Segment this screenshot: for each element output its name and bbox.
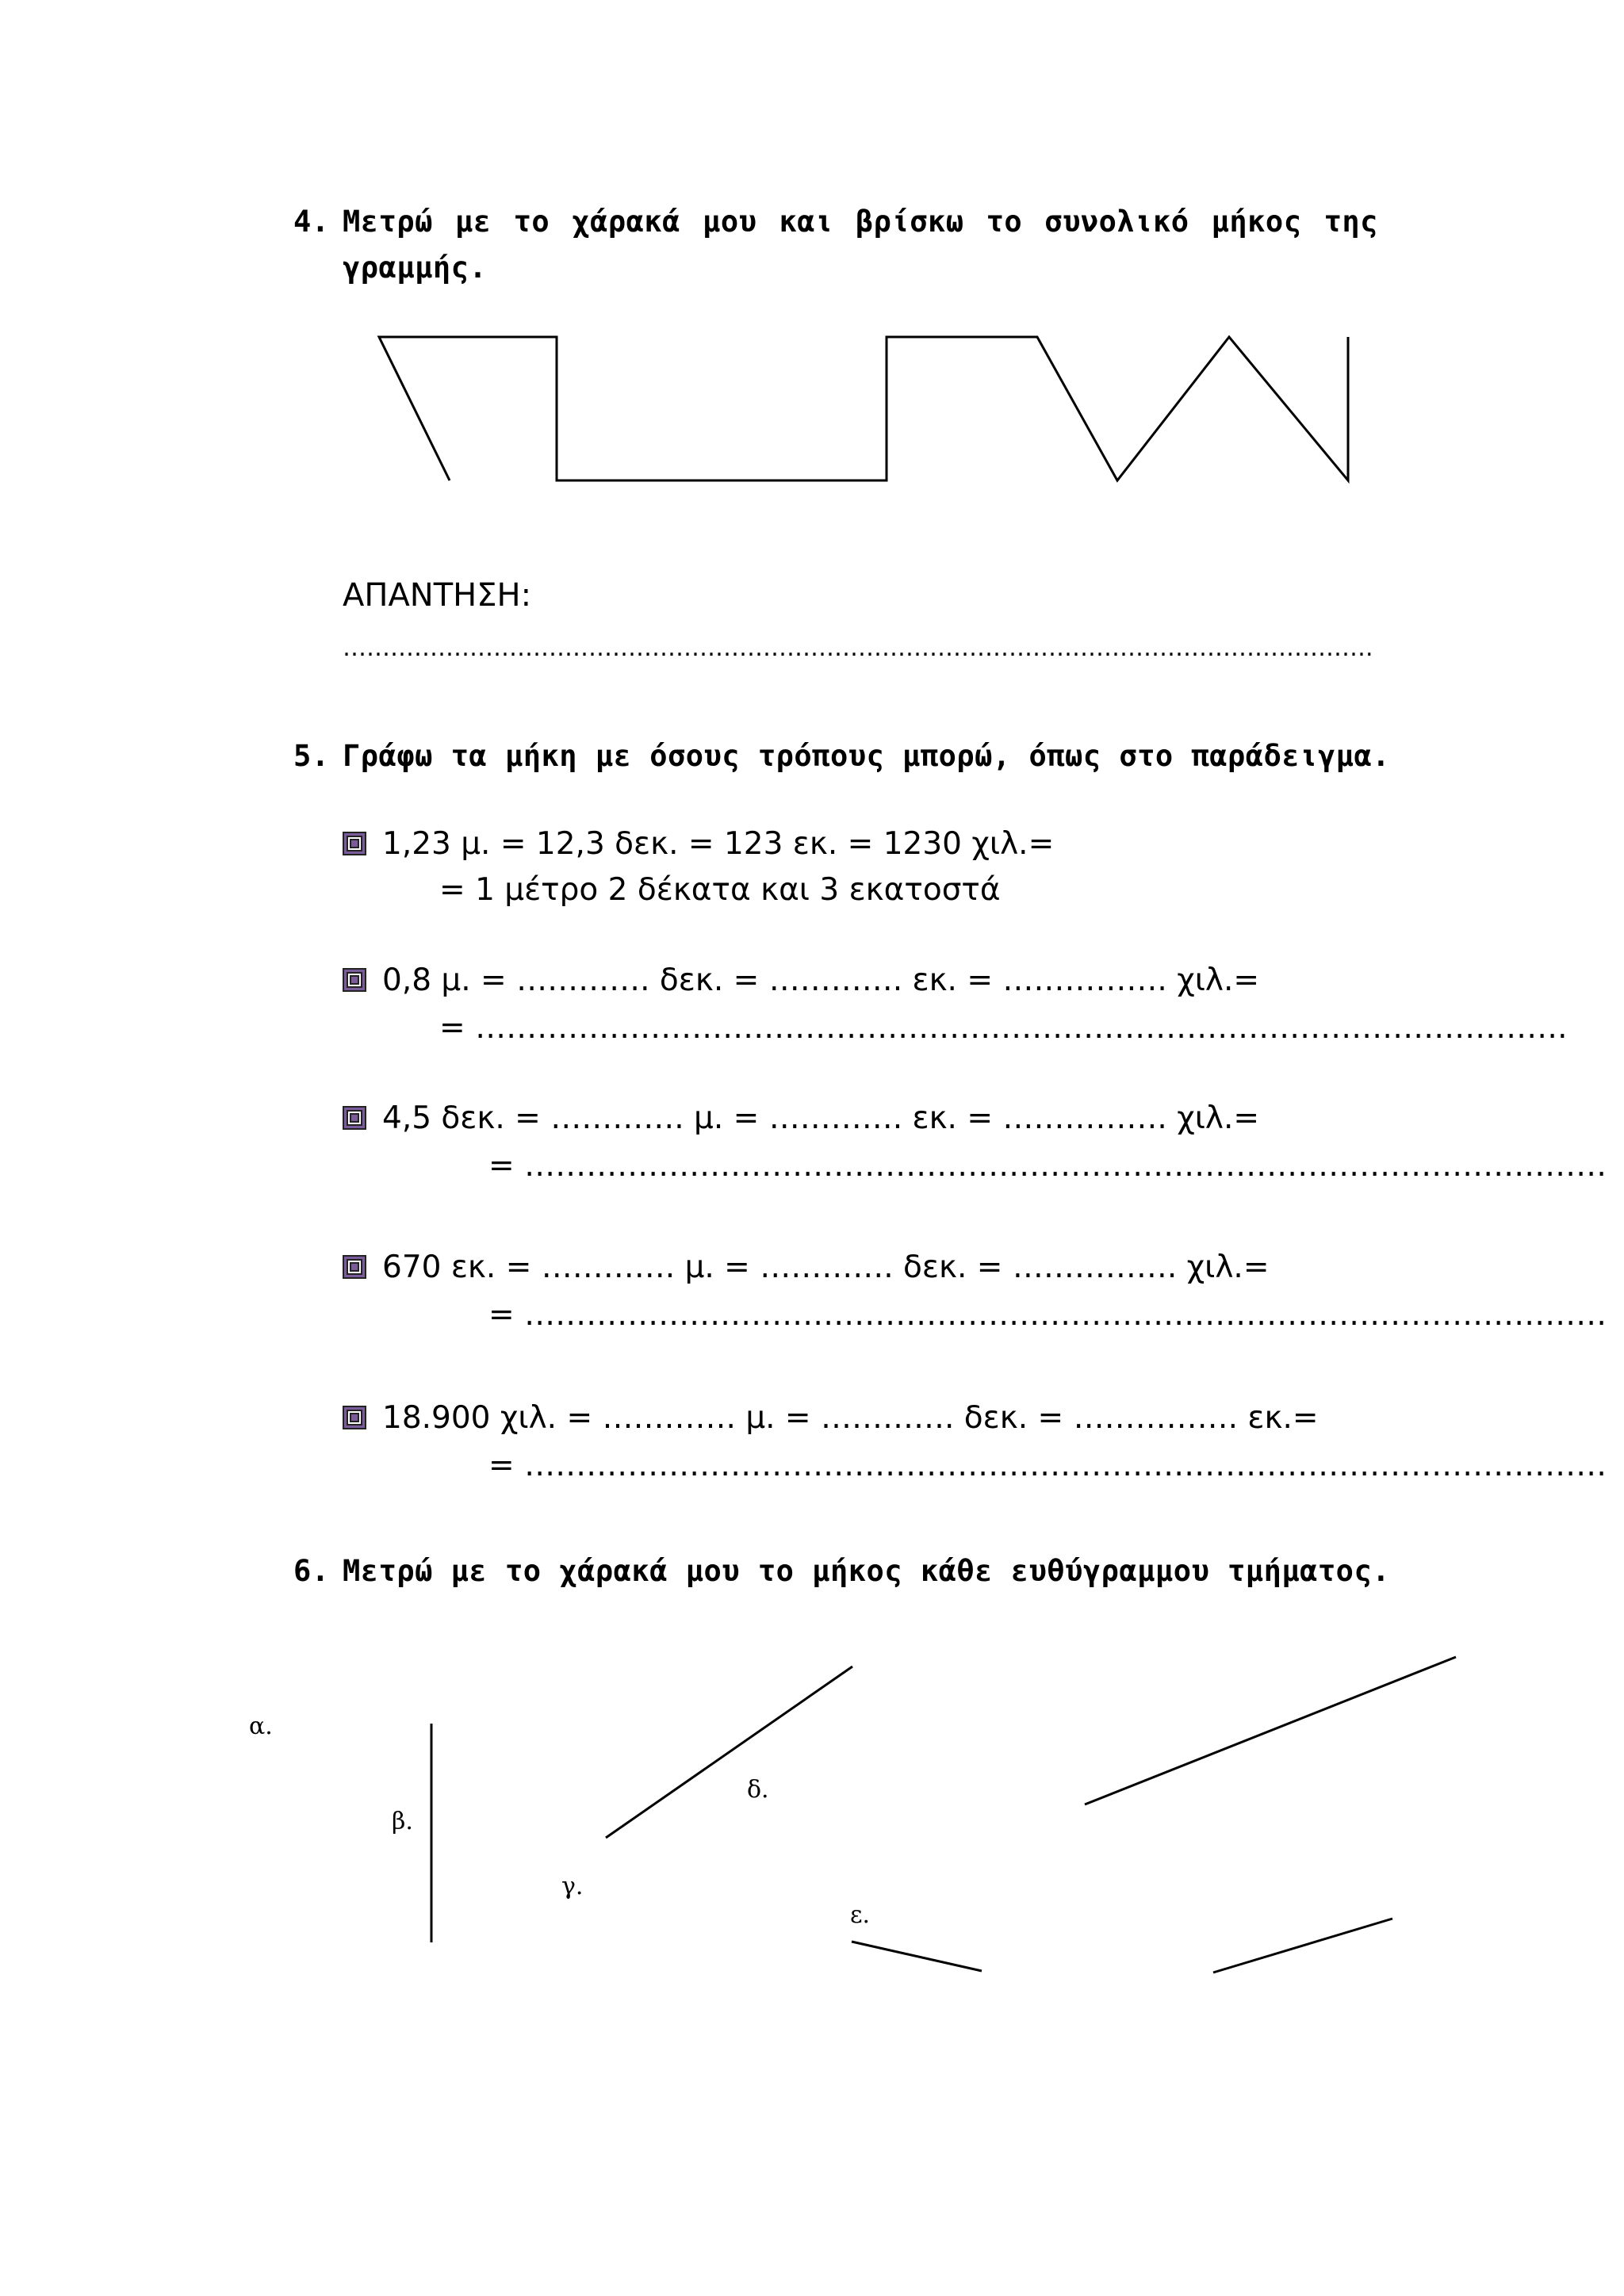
q5-item-line1[interactable]: 4,5 δεκ. = …………. μ. = …………. εκ. = ……………. χιλ.=: [382, 1100, 1260, 1136]
q5-number: 5.: [293, 739, 330, 773]
q4-title-line2: γραμμής.: [343, 251, 488, 285]
segment-epsilon-right: [1213, 1919, 1392, 1973]
q4-number: 4.: [293, 205, 330, 239]
segment-gamma: [606, 1667, 852, 1838]
q4-answer-label: ΑΠΑΝΤΗΣΗ:: [343, 577, 532, 614]
q4-word: βρίσκω: [855, 205, 964, 239]
q4-word: το: [513, 205, 550, 239]
q6-title: Μετρώ με το χάρακά μου το μήκος κάθε ευθύγραμμου τμήματος.: [343, 1554, 1391, 1588]
q5-item-line1: 1,23 μ. = 12,3 δεκ. = 123 εκ. = 1230 χιλ.=: [382, 826, 1055, 862]
q5-title: Γράφω τα μήκη με όσους τρόπους μπορώ, όπως στο παράδειγμα.: [343, 739, 1391, 773]
q4-word: με: [454, 205, 492, 239]
q4-word: χάρακά: [572, 205, 680, 239]
q5-item-line2[interactable]: = ……………………………………………………………………………………………: [488, 1148, 1607, 1184]
segment-label-beta: β.: [392, 1808, 413, 1835]
segment-epsilon-left: [852, 1942, 982, 1971]
q4-word: μου: [703, 205, 757, 239]
q4-word: Μετρώ: [343, 205, 433, 239]
segment-label-epsilon: ε.: [850, 1901, 871, 1929]
q5-item-line2: = 1 μέτρο 2 δέκατα και 3 εκατοστά: [439, 872, 1001, 908]
q6-number: 6.: [293, 1554, 330, 1588]
q4-word: το: [986, 205, 1023, 239]
q4-answer-line[interactable]: ………………………………………………………………………………………………………………….: [343, 634, 1373, 662]
segment-label-delta: δ.: [747, 1776, 769, 1804]
q5-item-line1[interactable]: 670 εκ. = …………. μ. = …………. δεκ. = ……………. χιλ.=: [382, 1249, 1270, 1285]
q4-word: και: [779, 205, 833, 239]
q5-item-line2[interactable]: = …………………………………………………………………………………………….: [439, 1010, 1568, 1046]
q4-word: μήκος: [1211, 205, 1302, 239]
q5-item-line2[interactable]: = ……………………………………………………………………………………………: [488, 1448, 1607, 1483]
q5-item-line2[interactable]: = ……………………………………………………………………………………………: [488, 1297, 1607, 1333]
q4-word: της: [1323, 205, 1378, 239]
q5-item-line1[interactable]: 18.900 χιλ. = …………. μ. = …………. δεκ. = ……………. εκ.=: [382, 1400, 1319, 1436]
segment-delta: [1085, 1657, 1456, 1804]
segment-label-gamma: γ.: [561, 1873, 584, 1900]
segment-label-alpha: α.: [249, 1712, 273, 1740]
q5-item-line1[interactable]: 0,8 μ. = …………. δεκ. = …………. εκ. = ……………. χιλ.=: [382, 962, 1260, 998]
q4-word: συνολικό: [1044, 205, 1189, 239]
